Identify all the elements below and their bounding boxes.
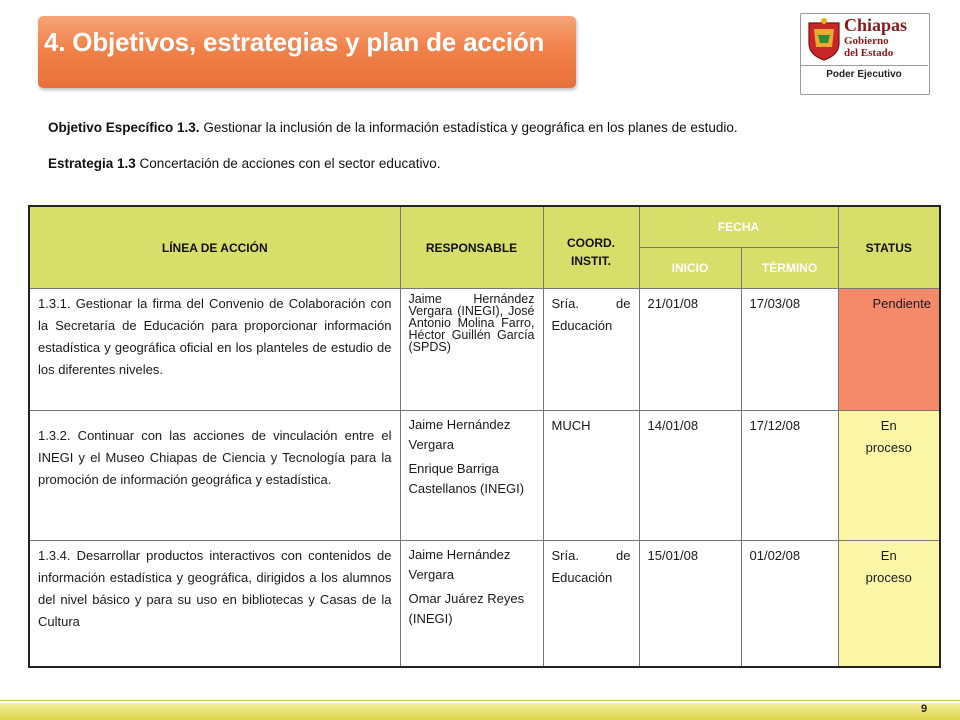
page-title: 4. Objetivos, estrategias y plan de acción	[44, 27, 545, 57]
header-responsable: RESPONSABLE	[400, 206, 543, 289]
table-row	[29, 541, 940, 667]
responsable-cell	[400, 541, 543, 667]
header-status: STATUS	[838, 206, 940, 289]
table-row	[29, 411, 940, 541]
page-number: 9	[921, 703, 928, 715]
strategy-line	[48, 156, 440, 171]
action-cell: 1.3.1. Gestionar la firma del Convenio de Colaboración con la Secretaría de Educación para proporcionar información estadística y geográfica oficial en los planteles de estudio de los diferentes niveles.	[29, 289, 400, 411]
header-termino: TÉRMINO	[741, 248, 838, 289]
inicio-cell: 14/01/08	[639, 411, 741, 541]
status-text: En proceso	[865, 418, 912, 455]
inicio-cell: 21/01/08	[639, 289, 741, 411]
strategy-text: Concertación de acciones con el sector educativo.	[135, 156, 441, 171]
status-badge	[838, 411, 940, 541]
coord-cell: MUCH	[543, 411, 639, 541]
logo-brand-line3: del Estado	[844, 47, 894, 59]
coat-of-arms-icon	[806, 17, 842, 61]
logo-brand-line2: Gobierno	[844, 35, 889, 47]
objective-label: Objetivo Específico 1.3.	[48, 120, 200, 135]
responsable-cell	[400, 411, 543, 541]
header-coord-label: COORD. INSTIT.	[567, 235, 615, 268]
action-cell: 1.3.4. Desarrollar productos interactivos con contenidos de información estadística y geográfica, dirigidos a los alumnos del nivel básico y para su uso en bibliotecas y Casas de la Cultura	[29, 541, 400, 667]
coord-cell: Sría. de Educación	[543, 541, 639, 667]
responsable-name: Jaime Hernández Vergara	[408, 547, 511, 582]
footer-bar	[0, 703, 960, 720]
termino-cell: 01/02/08	[741, 541, 838, 667]
header-inicio: INICIO	[639, 248, 741, 289]
logo-divider	[800, 65, 928, 66]
status-badge: Pendiente	[838, 289, 940, 411]
footer-divider	[0, 700, 960, 701]
chiapas-logo	[800, 13, 928, 93]
objective-line	[48, 120, 738, 135]
termino-cell: 17/03/08	[741, 289, 838, 411]
inicio-cell: 15/01/08	[639, 541, 741, 667]
table-row	[29, 289, 940, 411]
status-badge	[838, 541, 940, 667]
header-coord	[543, 206, 639, 289]
responsable-name: Jaime Hernández Vergara (INEGI), José Antonio Molina Farro, Héctor Guillén García (SPDS)	[408, 292, 535, 354]
responsable-name: Omar Juárez Reyes (INEGI)	[408, 591, 525, 626]
objective-text: Gestionar la inclusión de la información estadística y geográfica en los planes de estudio.	[199, 120, 738, 135]
responsable-cell	[400, 289, 543, 411]
logo-brand	[844, 15, 907, 59]
action-cell: 1.3.2. Continuar con las acciones de vinculación entre el INEGI y el Museo Chiapas de Ciencia y Tecnología para la promoción de información geográfica y estadística.	[29, 411, 400, 541]
header-fecha: FECHA	[639, 206, 838, 248]
logo-brand-line1: Chiapas	[844, 15, 908, 35]
responsable-name: Jaime Hernández Vergara	[408, 417, 511, 452]
status-text: En proceso	[865, 548, 912, 585]
header-linea: LÍNEA DE ACCIÓN	[29, 206, 400, 289]
action-plan-table	[28, 205, 941, 668]
responsable-name: Enrique Barriga Castellanos (INEGI)	[408, 461, 525, 496]
termino-cell: 17/12/08	[741, 411, 838, 541]
strategy-label: Estrategia 1.3	[48, 156, 136, 171]
logo-footer: Poder Ejecutivo	[826, 69, 902, 80]
coord-cell: Sría. de Educación	[543, 289, 639, 411]
